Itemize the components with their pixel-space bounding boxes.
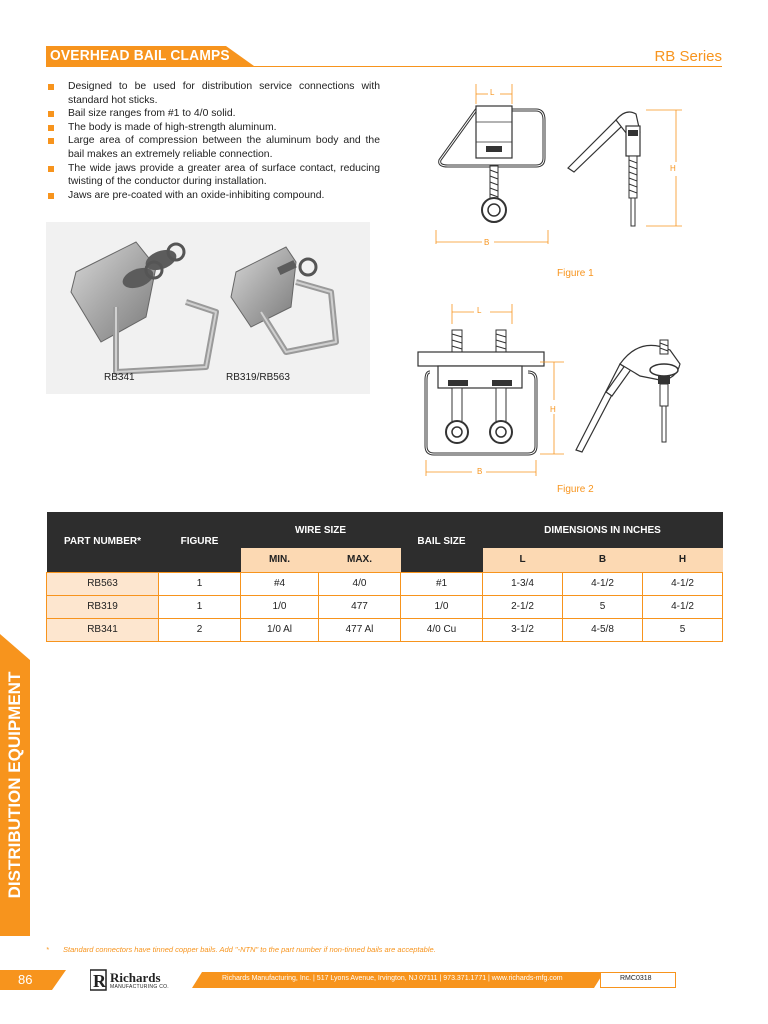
page-number-bg [0, 970, 66, 990]
logo-text: Richards [110, 970, 161, 985]
logo-subtext: MANUFACTURING CO. [110, 984, 169, 990]
header-wire-size: WIRE SIZE [241, 512, 401, 548]
feature-item: Jaws are pre-coated with an oxide-inhibiting compound. [46, 189, 380, 203]
richards-logo [90, 969, 182, 993]
header-h: H [643, 548, 723, 572]
cell-min: 1/0 [241, 595, 319, 618]
fig1-dim-l: L [490, 88, 495, 97]
feature-item: Bail size ranges from #1 to 4/0 solid. [46, 107, 380, 121]
cell-figure: 1 [159, 595, 241, 618]
rb319-photo [231, 247, 336, 352]
cell-figure: 1 [159, 572, 241, 595]
header-l: L [483, 548, 563, 572]
photo-label-rb341: RB341 [104, 372, 135, 383]
series-label: RB Series [654, 48, 722, 65]
header-dimensions: DIMENSIONS IN INCHES [483, 512, 723, 548]
cell-l: 3-1/2 [483, 618, 563, 641]
cell-min: #4 [241, 572, 319, 595]
cell-max: 4/0 [319, 572, 401, 595]
table-row [47, 618, 723, 641]
bail-clamp-photo [46, 222, 370, 394]
footer-address: Richards Manufacturing, Inc. | 517 Lyons Avenue, Irvington, NJ 07111 | 973.371.1771 | www.richards-mfg.com [222, 975, 563, 982]
cell-b: 4-5/8 [563, 618, 643, 641]
figure-1-caption: Figure 1 [557, 268, 594, 279]
fig2-dim-h: H [550, 405, 556, 414]
header-b: B [563, 548, 643, 572]
feature-item: The wide jaws provide a greater area of surface contact, reducing twisting of the conductor during installation. [46, 162, 380, 189]
header-min: MIN. [241, 548, 319, 572]
header-max: MAX. [319, 548, 401, 572]
cell-bail: 4/0 Cu [401, 618, 483, 641]
header-part-number: PART NUMBER* [47, 512, 159, 572]
footer-code: RMC0318 [620, 975, 652, 982]
product-photo [46, 222, 370, 394]
table-row [47, 572, 723, 595]
fig1-dim-h: H [670, 164, 676, 173]
feature-item: Designed to be used for distribution service connections with standard hot sticks. [46, 80, 380, 107]
cell-part: RB319 [47, 595, 159, 618]
figure-2-caption: Figure 2 [557, 484, 594, 495]
cell-max: 477 Al [319, 618, 401, 641]
cell-bail: 1/0 [401, 595, 483, 618]
table-row [47, 595, 723, 618]
photo-label-rb319: RB319/RB563 [226, 372, 290, 383]
section-side-label: DISTRIBUTION EQUIPMENT [5, 671, 24, 899]
cell-bail: #1 [401, 572, 483, 595]
cell-min: 1/0 Al [241, 618, 319, 641]
rb341-photo [71, 242, 216, 372]
fig2-dim-b: B [477, 467, 483, 476]
page-number: 86 [18, 972, 33, 987]
figure-2-drawing [414, 300, 704, 480]
header-rule [46, 66, 722, 67]
cell-figure: 2 [159, 618, 241, 641]
page-title: OVERHEAD BAIL CLAMPS [50, 47, 230, 64]
feature-list [46, 80, 380, 202]
svg-text:R: R [93, 971, 106, 991]
cell-l: 2-1/2 [483, 595, 563, 618]
spec-table [46, 512, 723, 642]
cell-b: 4-1/2 [563, 572, 643, 595]
footnote-marker: * [46, 945, 49, 954]
figure-1-drawing [426, 80, 696, 250]
cell-h: 5 [643, 618, 723, 641]
cell-max: 477 [319, 595, 401, 618]
header-bail-size: BAIL SIZE [401, 512, 483, 572]
cell-l: 1-3/4 [483, 572, 563, 595]
cell-h: 4-1/2 [643, 572, 723, 595]
cell-part: RB341 [47, 618, 159, 641]
feature-item: The body is made of high-strength aluminum. [46, 121, 380, 135]
footnote [46, 945, 436, 954]
fig1-dim-b: B [484, 238, 490, 247]
header-figure: FIGURE [159, 512, 241, 572]
cell-part: RB563 [47, 572, 159, 595]
cell-h: 4-1/2 [643, 595, 723, 618]
fig2-dim-l: L [477, 306, 482, 315]
cell-b: 5 [563, 595, 643, 618]
feature-item: Large area of compression between the aluminum body and the bail makes an extremely reliable connection. [46, 134, 380, 161]
footnote-text: Standard connectors have tinned copper bails. Add "-NTN" to the part number if non-tinned bails are acceptable. [63, 945, 436, 954]
